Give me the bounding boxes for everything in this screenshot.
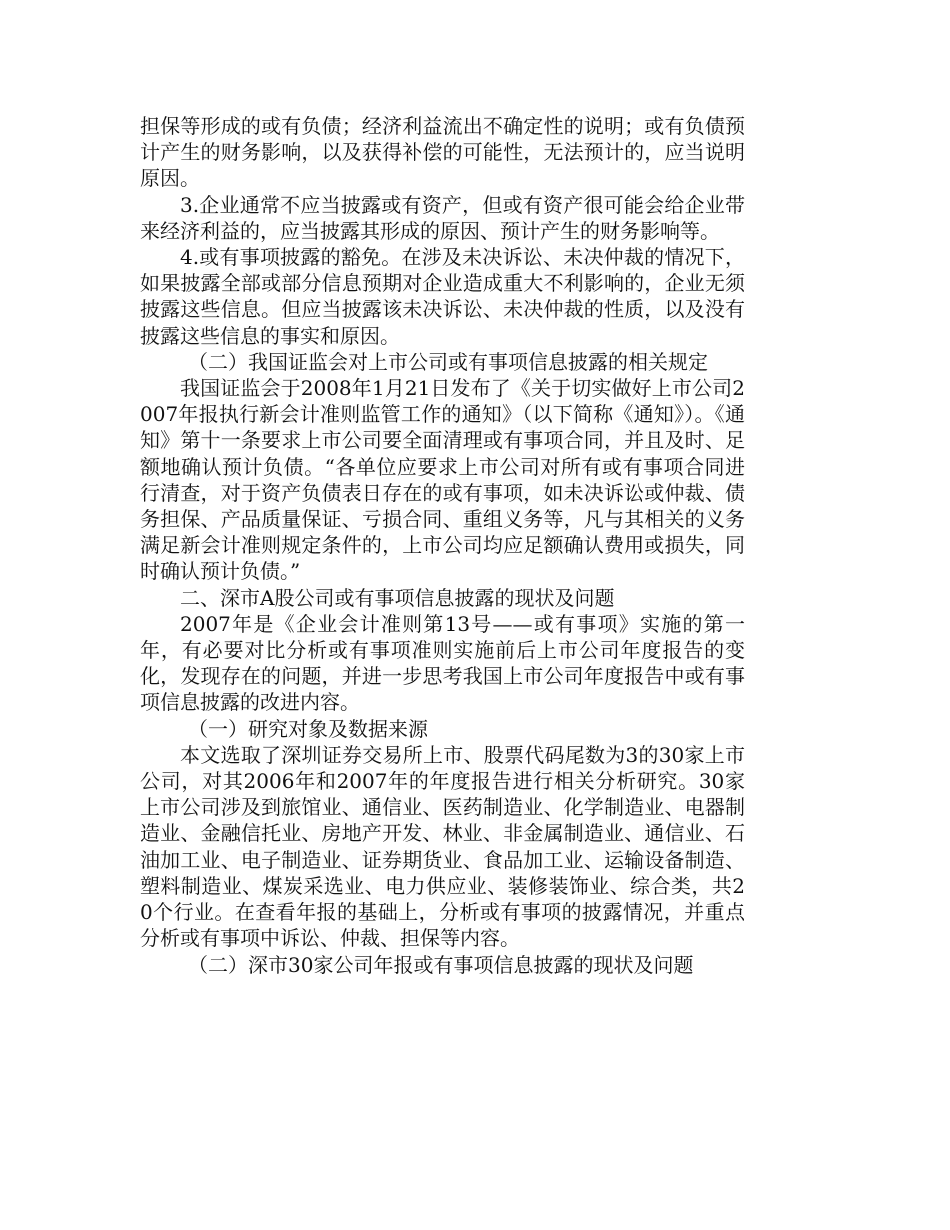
paragraph-item-3-contingent-assets: 3.企业通常不应当披露或有资产，但或有资产很可能会给企业带来经济利益的，应当披露其形成的原因、预计产生的财务影响等。 (140, 192, 745, 243)
paragraph-item-4-disclosure-exemption: 4.或有事项披露的豁免。在涉及未决诉讼、未决仲裁的情况下，如果披露全部或部分信息预期对企业造成重大不利影响的，企业无须披露这些信息。但应当披露该未决诉讼、未决仲裁的性质，以及没有披露这些信息的事实和原因。 (140, 245, 745, 348)
paragraph-contingent-liability-continued: 担保等形成的或有负债；经济利益流出不确定性的说明；或有负债预计产生的财务影响，以及获得补偿的可能性，无法预计的，应当说明原因。 (140, 114, 745, 191)
section-heading-research-objects: （一）研究对象及数据来源 (188, 716, 428, 741)
section-heading-part-two: 二、深市A股公司或有事项信息披露的现状及问题 (180, 585, 615, 610)
section-heading-current-status: （二）深市30家公司年报或有事项信息披露的现状及问题 (188, 952, 694, 977)
paragraph-csrc-notice: 我国证监会于2008年1月21日发布了《关于切实做好上市公司2007年报执行新会计准则监管工作的通知》（以下简称《通知》）。《通知》第十一条要求上市公司要全面清理或有事项合同，并且及时、足额地确认预计负债。“各单位应要求上市公司对所有或有事项合同进行清查，对于资产负债表日存在的或有事项，如未决诉讼或仲裁、债务担保、产品质量保证、亏损合同、重组义务等，凡与其相关的义务满足新会计准则规定条件的，上市公司均应足额确认费用或损失，同时确认预计负债。” (140, 376, 745, 584)
document-page (140, 113, 745, 978)
paragraph-research-sample: 本文选取了深圳证券交易所上市、股票代码尾数为3的30家上市公司，对其2006年和2007年的年度报告进行相关分析研究。30家上市公司涉及到旅馆业、通信业、医药制造业、化学制造业、电器制造业、金融信托业、房地产开发、林业、非金属制造业、通信业、石油加工业、电子制造业、证券期货业、食品加工业、运输设备制造、塑料制造业、煤炭采选业、电力供应业、装修装饰业、综合类，共20个行业。在查看年报的基础上，分析或有事项的披露情况，并重点分析或有事项中诉讼、仲裁、担保等内容。 (140, 742, 745, 951)
section-heading-csrc-regulations: （二）我国证监会对上市公司或有事项信息披露的相关规定 (188, 349, 708, 374)
paragraph-2007-first-year: 2007年是《企业会计准则第13号——或有事项》实施的第一年，有必要对比分析或有事项准则实施前后上市公司年度报告的变化，发现存在的问题，并进一步思考我国上市公司年度报告中或有事项信息披露的改进内容。 (140, 611, 745, 715)
